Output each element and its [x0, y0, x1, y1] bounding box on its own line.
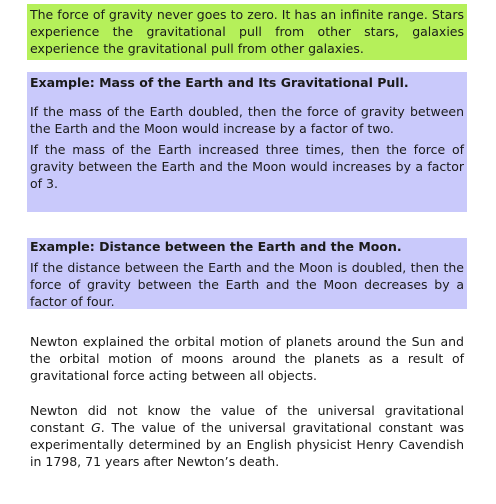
orbital-motion-text: Newton explained the orbital motion of planets around the Sun and the orbital motion of moons around the planets as a result of gravitational force acting between all objects.	[30, 334, 464, 383]
cavendish-text-part-2: . The value of the universal gravitational constant was experimentally determined by an English physicist Henry Cavendish in 1798, 71 years after Newton’s death.	[30, 420, 464, 469]
intro-highlight-box	[27, 4, 467, 60]
example-mass-paragraph-2: If the mass of the Earth increased three times, then the force of gravity between the Earth and the Moon would increases by a factor of 3.	[30, 142, 464, 191]
orbital-motion-paragraph	[30, 333, 464, 384]
example-distance-paragraph: If the distance between the Earth and the Moon is doubled, then the force of gravity between the Earth and the Moon decreases by a factor of four.	[30, 260, 464, 309]
example-mass-box	[27, 72, 467, 212]
example-distance-box	[27, 238, 467, 309]
constant-g-symbol: G	[91, 420, 101, 435]
example-distance-heading: Example: Distance between the Earth and the Moon.	[30, 239, 402, 254]
cavendish-text	[30, 402, 464, 470]
cavendish-text-part-1: Newton did not know the value of the universal gravitational constant	[30, 403, 464, 435]
cavendish-paragraph	[30, 402, 464, 470]
example-mass-paragraph-1: If the mass of the Earth doubled, then the force of gravity between the Earth and the Moon would increase by a factor of two.	[30, 104, 464, 136]
example-mass-heading: Example: Mass of the Earth and Its Gravitational Pull.	[30, 75, 409, 90]
intro-text: The force of gravity never goes to zero. It has an infinite range. Stars experience the gravitational pull from other stars, galaxies experience the gravitational pull from other galaxies.	[30, 7, 464, 56]
